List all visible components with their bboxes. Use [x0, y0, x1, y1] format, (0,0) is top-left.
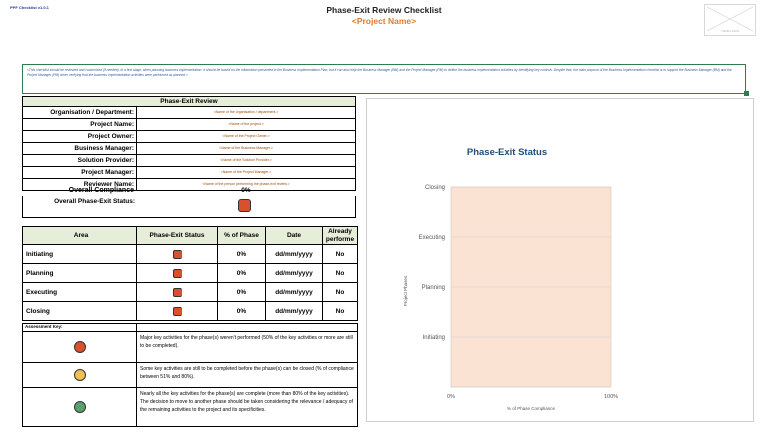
- area-performed[interactable]: No: [335, 269, 345, 277]
- phase-exit-review-table: [22, 96, 356, 191]
- logo-placeholder: [704, 4, 756, 36]
- overall-status-label: Overall Phase-Exit Status:: [54, 198, 135, 205]
- table-header: [23, 227, 357, 245]
- instructions-box[interactable]: <This checklist should be reviewed and customised (if needed), in a first stage, when planning business implementation. It should be based on the information presented in the Business Implementation Plan, but it can also help the Business Manager (BM) and the Project Manager (PM) to define the business implementation activities by identifying key controls. Despite that, the main purpose of the Business Implementation checklist is to support the Business Manager (BM) and the Project Manager (PM) when verifying that the business implementation activities were performed as planned.>: [22, 64, 746, 94]
- table-row[interactable]: [23, 283, 357, 302]
- header-pct: % of Phase: [218, 227, 266, 244]
- area-date[interactable]: dd/mm/yyyy: [266, 264, 323, 282]
- review-value[interactable]: <Name of the Solution Provider.>: [220, 158, 272, 162]
- project-name-title: <Project Name>: [351, 16, 417, 26]
- area-name: Closing: [23, 302, 137, 320]
- area-pct: 0%: [218, 264, 266, 282]
- version-label: PPF Checklist v1.0.1: [10, 5, 49, 10]
- yellow-status-icon: [74, 369, 86, 381]
- review-row-solution-provider[interactable]: [22, 155, 356, 167]
- area-pct: 0%: [218, 245, 266, 263]
- overall-status-cell: [137, 196, 355, 217]
- review-label: Project Name:: [23, 119, 137, 130]
- status-indicator-icon: [173, 288, 182, 297]
- review-label: Project Manager:: [23, 167, 137, 178]
- area-name: Executing: [23, 283, 137, 301]
- header-performed: Already performe: [325, 228, 355, 243]
- review-label: Organisation / Department:: [23, 107, 137, 118]
- review-row-project-name[interactable]: [22, 119, 356, 131]
- status-indicator-icon: [173, 250, 182, 259]
- key-description: Major key activities for the phase(s) weren't performed (50% of the key activities or more are still to be completed).: [140, 335, 353, 349]
- category-label: Initiating: [422, 335, 445, 341]
- assessment-key: [22, 323, 358, 427]
- area-performed[interactable]: No: [335, 250, 345, 258]
- green-status-icon: [74, 401, 86, 413]
- page-title: Phase-Exit Review Checklist: [326, 5, 442, 15]
- area-status-cell: [137, 302, 218, 320]
- y-axis-label: Project Phases: [403, 275, 408, 307]
- key-indicator-cell: [23, 363, 137, 387]
- review-label: Solution Provider:: [23, 155, 137, 166]
- area-name: Initiating: [23, 245, 137, 263]
- area-pct: 0%: [218, 302, 266, 320]
- review-value[interactable]: <Name of the person performing the phase-exit review.>: [202, 182, 290, 186]
- key-description: Nearly all the key activities for the phase(s) are complete (more than 80% of the key activities). The decision to move to another phase should be taken considering the relevance / adequacy of the remaining activities to the project and its specificities.: [140, 391, 353, 413]
- area-name: Planning: [23, 264, 137, 282]
- logo-text: YOUR LOGO: [720, 29, 740, 33]
- table-row[interactable]: [23, 245, 357, 264]
- area-performed[interactable]: No: [335, 307, 345, 315]
- key-indicator-cell: [23, 388, 137, 426]
- phase-exit-status-chart[interactable]: [366, 98, 754, 422]
- review-value[interactable]: <Name of the organisation / department.>: [213, 110, 279, 114]
- key-description: Some key activities are still to be completed before the phase(s) can be closed (% of compliance between 51% and 80%).: [140, 366, 354, 380]
- overall-status-indicator-icon: [238, 199, 251, 212]
- key-row: [23, 363, 357, 388]
- red-status-icon: [74, 341, 86, 353]
- review-value[interactable]: <Name of the Project Manager.>: [220, 170, 272, 174]
- review-label: Project Owner:: [23, 131, 137, 142]
- overall-status-row: [22, 196, 356, 218]
- header-status: Phase-Exit Status: [137, 227, 218, 244]
- table-row[interactable]: [23, 264, 357, 283]
- chart-title: Phase-Exit Status: [466, 147, 548, 158]
- header-area: Area: [23, 227, 137, 244]
- x-axis-label: % of Phase Compliance: [506, 406, 556, 411]
- status-indicator-icon: [173, 269, 182, 278]
- phase-area-table: [22, 226, 358, 321]
- overall-compliance-label: Overall Compliance: [68, 187, 134, 194]
- assessment-key-header: [23, 324, 357, 332]
- area-status-cell: [137, 283, 218, 301]
- review-row-organisation[interactable]: [22, 107, 356, 119]
- area-status-cell: [137, 264, 218, 282]
- review-value[interactable]: <Name of the Business Manager.>: [219, 146, 273, 150]
- assessment-key-heading: Assessment Key:: [23, 324, 137, 331]
- key-indicator-cell: [23, 332, 137, 362]
- x-tick-label: 100%: [603, 394, 619, 400]
- key-row: [23, 388, 357, 426]
- cell-selection-handle[interactable]: [744, 91, 749, 96]
- category-label: Executing: [418, 235, 445, 241]
- category-label: Planning: [421, 285, 445, 291]
- review-heading: Phase-Exit Review: [22, 96, 356, 107]
- header-date: Date: [266, 227, 323, 244]
- area-date[interactable]: dd/mm/yyyy: [266, 302, 323, 320]
- category-label: Closing: [424, 185, 445, 191]
- overall-compliance-value: 0%: [241, 187, 251, 194]
- area-status-cell: [137, 245, 218, 263]
- review-row-business-manager[interactable]: [22, 143, 356, 155]
- review-row-project-owner[interactable]: [22, 131, 356, 143]
- review-row-project-manager[interactable]: [22, 167, 356, 179]
- area-pct: 0%: [218, 283, 266, 301]
- review-value[interactable]: <Name of the Project Owner.>: [222, 134, 270, 138]
- overall-section: [22, 185, 356, 218]
- x-tick-label: 0%: [447, 394, 455, 400]
- review-value[interactable]: <Name of the project.>: [228, 122, 264, 126]
- area-date[interactable]: dd/mm/yyyy: [266, 283, 323, 301]
- review-label: Reviewer Name:: [23, 179, 137, 190]
- key-row: [23, 332, 357, 363]
- chart-plot: [367, 99, 753, 421]
- table-row[interactable]: [23, 302, 357, 320]
- area-performed[interactable]: No: [335, 288, 345, 296]
- area-date[interactable]: dd/mm/yyyy: [266, 245, 323, 263]
- status-indicator-icon: [173, 307, 182, 316]
- overall-compliance-row: [22, 185, 356, 196]
- review-label: Business Manager:: [23, 143, 137, 154]
